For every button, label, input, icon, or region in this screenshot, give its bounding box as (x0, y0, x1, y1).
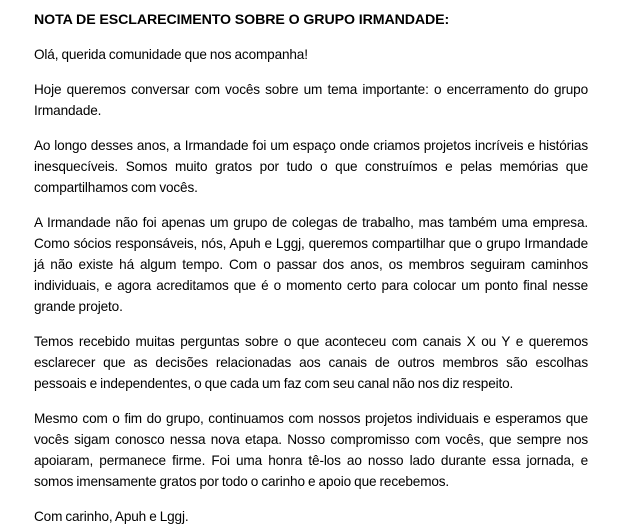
paragraph-topic: Hoje queremos conversar com vocês sobre um tema importante: o encerramento do grupo Irmandade. (34, 82, 588, 118)
paragraph-greeting: Olá, querida comunidade que nos acompanha! (34, 47, 308, 62)
paragraph-company: A Irmandade não foi apenas um grupo de colegas de trabalho, mas também uma empresa. Como sócios responsáveis, nós, Apuh e Lggj, queremos compartilhar que o grupo Irmandade já não existe há algum tempo. Com o passar dos anos, os membros seguiram caminhos individuais, e agora acreditamos que é o momento certo para colocar um ponto final nesse grande projeto. (34, 215, 588, 314)
signature-line: Com carinho, Apuh e Lggj. (34, 509, 189, 524)
paragraph-future: Mesmo com o fim do grupo, continuamos com nossos projetos individuais e esperamos que vocês sigam conosco nessa nova etapa. Nosso compromisso com vocês, que sempre nos apoiaram, permanece firme. Foi uma honra tê-los ao nosso lado durante essa jornada, e somos imensamente gratos por todo o carinho e apoio que recebemos. (34, 411, 588, 489)
document-title: NOTA DE ESCLARECIMENTO SOBRE O GRUPO IRMANDADE: (34, 12, 450, 28)
paragraph-questions: Temos recebido muitas perguntas sobre o que aconteceu com canais X ou Y e queremos esclarecer que as decisões relacionadas aos canais de outros membros são escolhas pessoais e independentes, o que cada um faz com seu canal não nos diz respeito. (34, 334, 588, 391)
paragraph-history: Ao longo desses anos, a Irmandade foi um espaço onde criamos projetos incríveis e histórias inesquecíveis. Somos muito gratos por tudo o que construímos e pelas memórias que compartilhamos com vocês. (34, 138, 588, 195)
